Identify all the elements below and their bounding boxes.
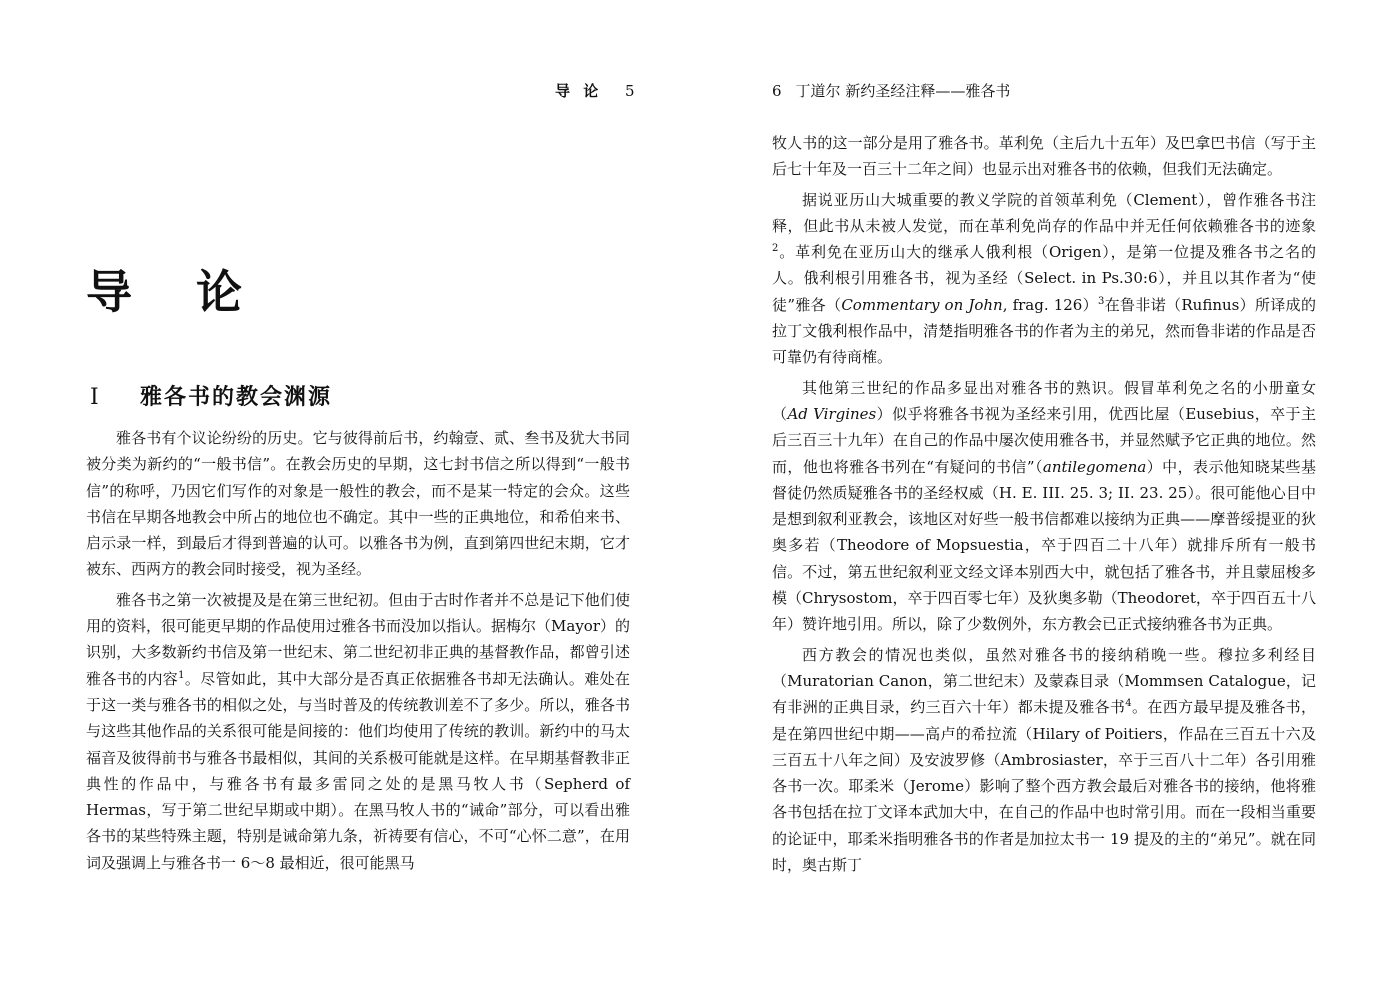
paragraph-text: 在鲁非诺（Rufinus）所译成的拉丁文俄利根作品中，清楚指明雅各书的作者为主的弟兄，然而鲁非诺的作品是否可靠仍有待商榷。 — [772, 295, 1316, 367]
paragraph-text: 牧人书的这一部分是用了雅各书。革利免（主后九十五年）及巴拿巴书信（写于主后七十年及一百三十二年之间）也显示出对雅各书的依赖，但我们无法确定。 — [772, 134, 1316, 179]
paragraph-text: 其他第三世纪的作品多显出对雅各书的熟识。假冒革利免之名的小册童女（ — [772, 378, 1316, 423]
right-body-text — [772, 130, 1316, 882]
footnote-marker[interactable]: 3 — [1098, 295, 1105, 307]
paragraph-text: ）似乎将雅各书视为圣经来引用，优西比屋（Eusebius，卒于主后三百三十九年）在自己的作品中屡次使用雅各书，并显然赋予它正典的地位。然而，他也将雅各书列在“有疑问的书信”（ — [772, 404, 1316, 476]
paragraph-text: ）中，表示他知晓某些基督徒仍然质疑雅各书的圣经权威（H. E. III. 25. 3; II. 23. 25）。很可能他心目中是想到叙利亚教会，该地区对好些一般书信都难以接纳为正典——摩普绥提亚的狄奥多若（Theodore of Mopsuestia，卒于四百二十八年）就排斥所有一般书信。不过，第五世纪叙利亚文经文译本别西大中，就包括了雅各书，并且蒙屈梭多模（Chrysostom，卒于四百零七年）及狄奥多勒（Theodoret，卒于四百五十八年）赞许地引用。所以，除了少数例外，东方教会已正式接纳雅各书为正典。 — [772, 457, 1316, 634]
paragraph-text: , frag. 126） — [1002, 295, 1098, 314]
section-number: I — [90, 385, 99, 410]
footnote-marker[interactable]: 2 — [772, 243, 779, 255]
paragraph-text: 。在西方最早提及雅各书，是在第四世纪中期——高卢的希拉流（Hilary of Poitiers，作品在三百五十六及三百五十八年之间）及安波罗修（Ambrosiaster，卒于三百八十二年）各引用雅各书一次。耶柔米（Jerome）影响了整个西方教会最后对雅各书的接纳，他将雅各书包括在拉丁文译本武加大中，在自己的作品中也时常引用。而在一段相当重要的论证中，耶柔米指明雅各书的作者是加拉太书一 19 提及的主的“弟兄”。就在同时，奥古斯丁 — [772, 698, 1316, 875]
section-heading — [90, 382, 332, 414]
right-running-head — [772, 80, 1010, 102]
running-head-title: 丁道尔 新约圣经注释——雅各书 — [795, 82, 1011, 100]
italic-term: antilegomena — [1042, 457, 1147, 476]
paragraph-text: 雅各书有个议论纷纷的历史。它与彼得前后书，约翰壹、贰、叁书及犹大书同被分类为新约的“一般书信”。在教会历史的早期，这七封书信之所以得到“一般书信”的称呼，乃因它们写作的对象是一般性的教会，而不是某一特定的会众。这些书信在早期各地教会中所占的地位也不确定。其中一些的正典地位，和希伯来书、启示录一样，到最后才得到普遍的认可。以雅各书为例，直到第四世纪末期，它才被东、西两方的教会同时接受，视为圣经。 — [86, 429, 630, 579]
running-head-title: 导 论 — [555, 82, 603, 100]
right-page — [700, 0, 1400, 989]
page-number: 5 — [625, 82, 635, 100]
paragraph-text: 据说亚历山大城重要的教义学院的首领革利免（Clement），曾作雅各书注释，但此书从未被人发觉，而在革利免尚存的作品中并无任何依赖雅各书的迹象 — [772, 190, 1316, 235]
page-number: 6 — [772, 82, 782, 100]
paragraph-text: 。革利免在亚历山大的继承人俄利根（Origen），是第一位提及雅各书之名的人。俄利根引用雅各书，视为圣经（Select. in Ps.30:6），并且以其作者为“使徒”雅各（ — [772, 243, 1316, 314]
paragraph — [86, 587, 630, 876]
paragraph-text: 。尽管如此，其中大部分是否真正依据雅各书却无法确认。难处在于这一类与雅各书的相似之处，与当时普及的传统教训差不了多少。所以，雅各书与这些其他作品的关系很可能是间接的：他们均使用了传统的教训。新约中的马太福音及彼得前书与雅各书最相似，其间的关系极可能就是这样。在早期基督教非正典性的作品中，与雅各书有最多雷同之处的是黑马牧人书（Sepherd of Hermas，写于第二世纪早期或中期）。在黑马牧人书的“诫命”部分，可以看出雅各书的某些特殊主题，特别是诫命第九条，祈祷要有信心，不可“心怀二意”，在用词及强调上与雅各书一 6～8 最相近，很可能黑马 — [86, 669, 630, 872]
paragraph — [772, 187, 1316, 371]
left-running-head — [555, 80, 635, 102]
paragraph — [772, 642, 1316, 879]
italic-title: Ad Virgines — [787, 404, 877, 423]
section-title: 雅各书的教会渊源 — [140, 385, 333, 410]
paragraph-text: 雅各书之第一次被提及是在第三世纪初。但由于古时作者并不总是记下他们使用的资料，很可能更早期的作品使用过雅各书而没加以指认。据梅尔（Mayor）的识别，大多数新约书信及第一世纪末、第二世纪初非正典的基督教作品，都曾引述雅各书的内容 — [86, 590, 630, 688]
paragraph-text: 西方教会的情况也类似，虽然对雅各书的接纳稍晚一些。穆拉多利经目（Muratorian Canon，第二世纪末）及蒙森目录（Mommsen Catalogue，记有非洲的正典目录，约三百六十年）都未提及雅各书 — [772, 645, 1316, 717]
footnote-marker[interactable]: 4 — [1125, 698, 1132, 710]
paragraph — [772, 130, 1316, 183]
paragraph — [772, 375, 1316, 638]
footnote-marker[interactable]: 1 — [178, 669, 185, 681]
chapter-title: 导 论 — [86, 265, 267, 319]
italic-title: Commentary on John — [841, 295, 1003, 314]
paragraph — [86, 425, 630, 583]
left-body-text — [86, 425, 630, 880]
